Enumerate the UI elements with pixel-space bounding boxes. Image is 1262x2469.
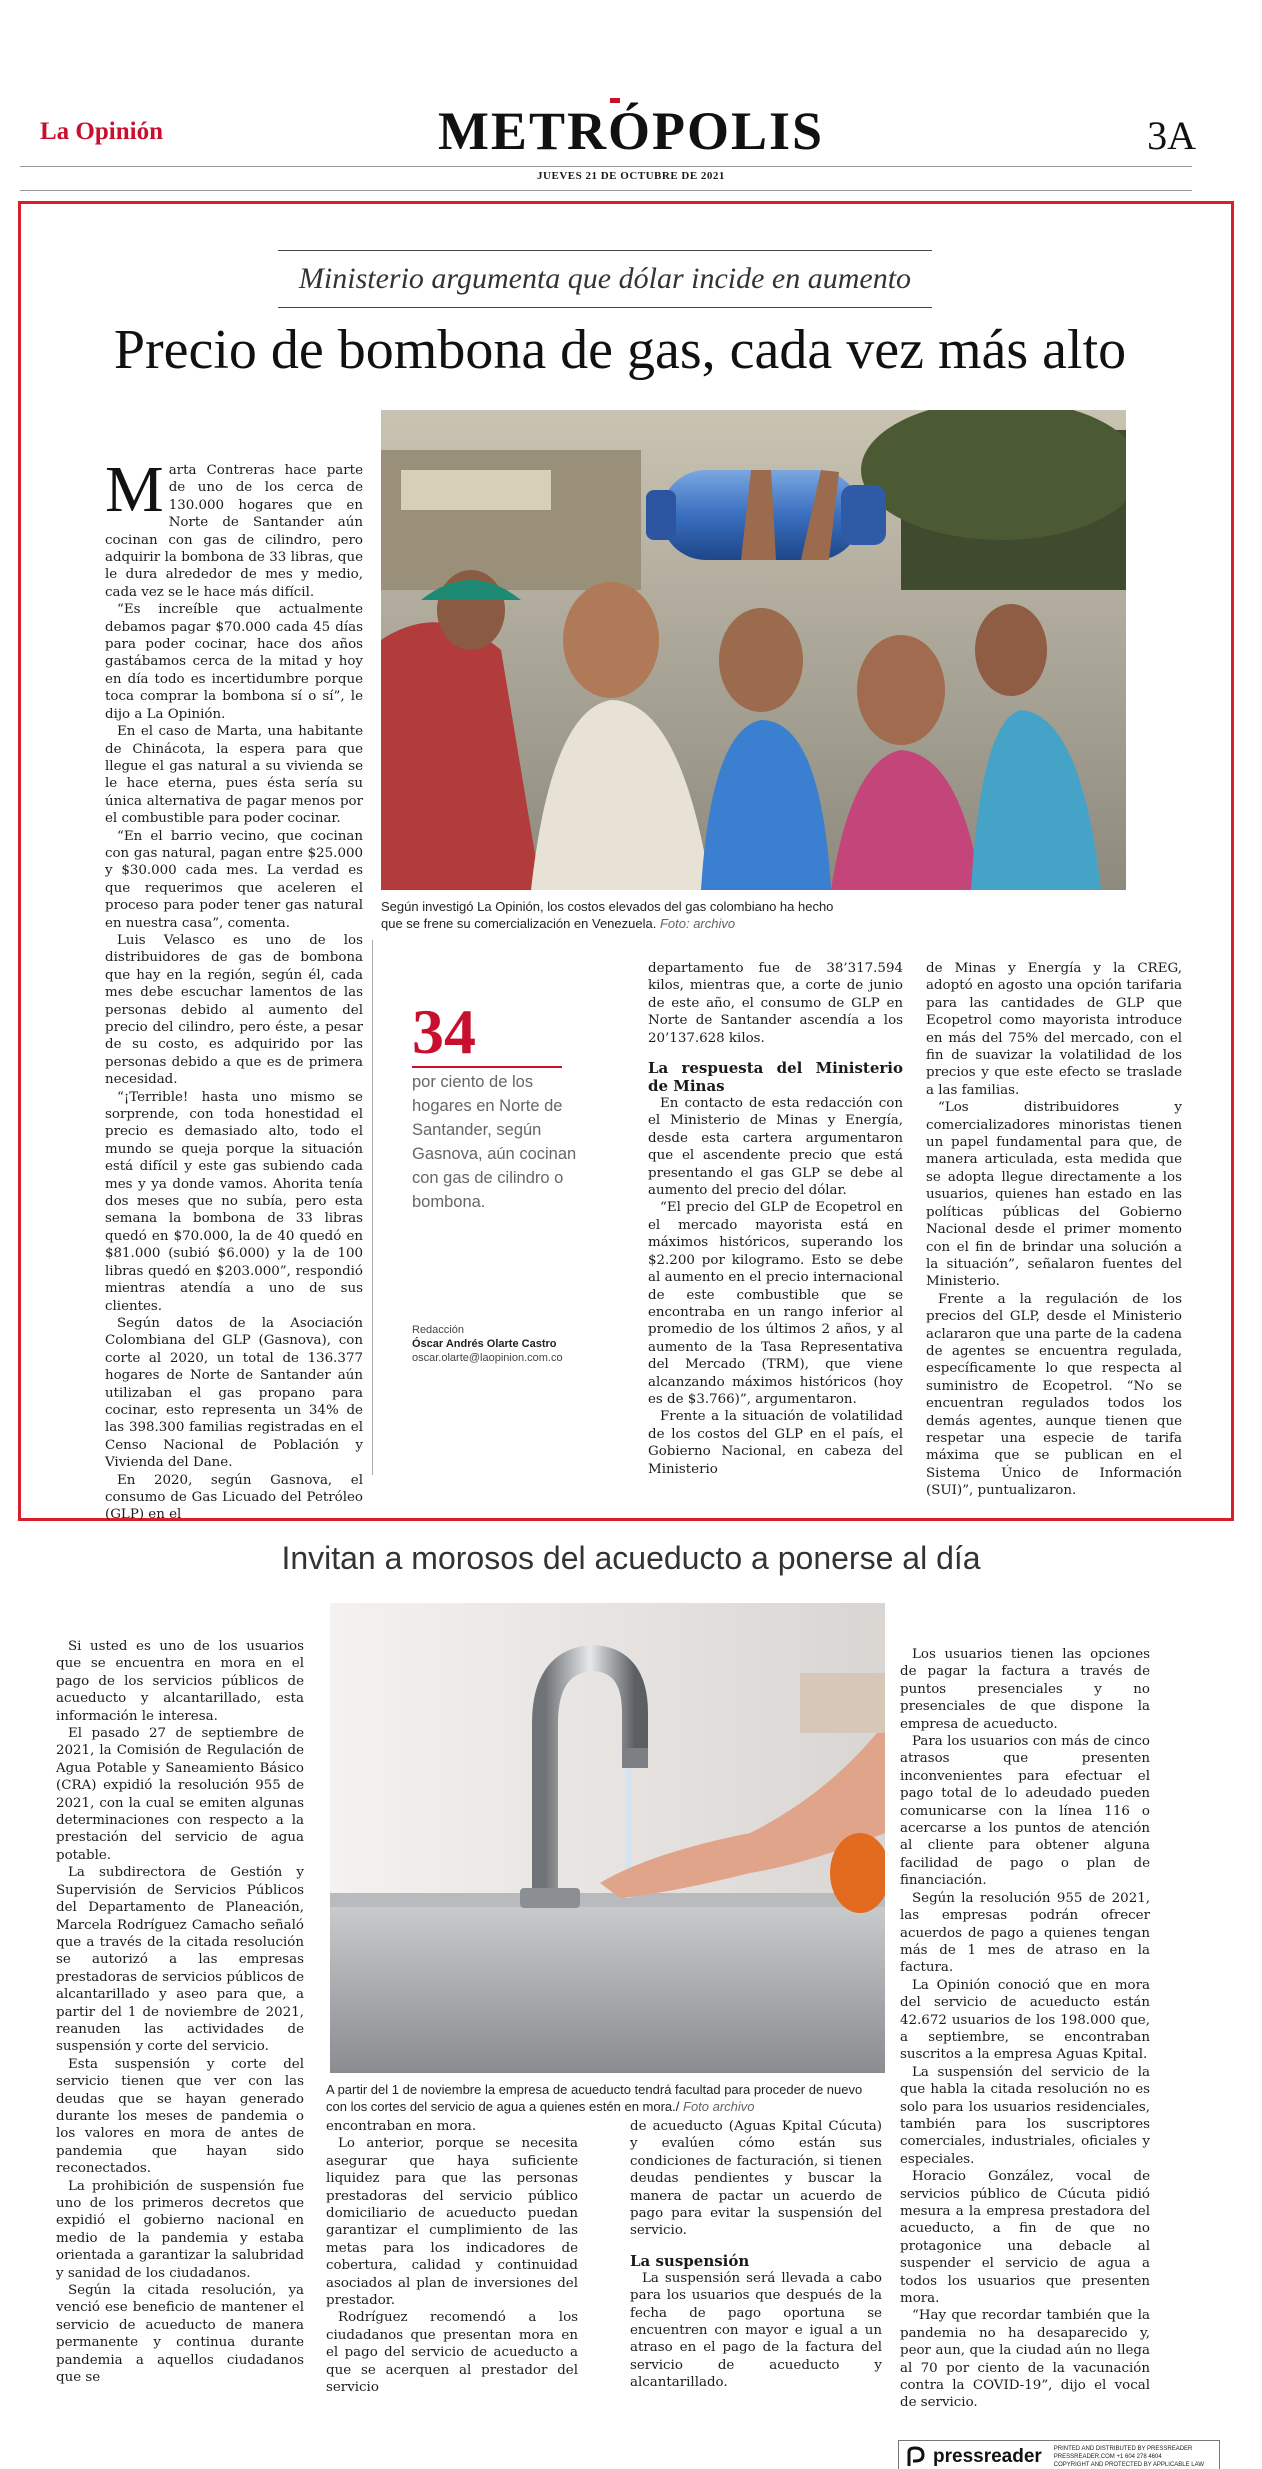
story1-column-4 [926,960,1182,1500]
byline-email: oscar.olarte@laopinion.com.co [412,1352,563,1364]
masthead [0,0,1262,190]
story1-photo-caption [381,898,841,932]
story2-paragraph: La suspensión será llevada a cabo para los usuarios que después de la fecha de pago oportuna se encuentren con mayor e igual a un atraso en el pago de la factura del servicio de acueducto y alcantarillado. [630,2270,882,2391]
column-divider [372,940,373,1475]
faucet-photo [330,1603,885,2073]
story2-photo [330,1603,885,2073]
story1-paragraph: Según datos de la Asociación Colombiana del GLP (Gasnova), con corte al 2020, un total de 136.377 hogares de Norte de Santander aún utilizaban el gas propano para cocinar, esto representa un 34% de las 398.300 familias registradas en el Censo Nacional de Población y Vivienda del Dane. [105,1315,363,1471]
story1-paragraph: Frente a la regulación de los precios del GLP, desde el Ministerio aclararon que una parte de la cadena de agentes se encuentra regulada, específicamente lo que respecta al suministro de Ecopetrol. “No se encuentran regulados todos los demás agentes, aunque tienen que respetar una especie de tarifa máxima que se publican en el Sistema Único de Información (SUI)”, puntualizaron. [926,1291,1182,1499]
pressreader-badge[interactable] [898,2440,1220,2469]
story2-paragraph: “Hay que recordar también que la pandemia no ha desaparecido y, peor aun, que la ciudad aún no llega al 70 por ciento de la vacunación contra la COVID-19”, dijo el vocal de servicio. [900,2308,1150,2411]
story1-subhead: La respuesta del Ministerio de Minas [648,1059,903,1096]
newspaper-brand: La Opinión [40,118,163,145]
pressreader-line3: COPYRIGHT AND PROTECTED BY APPLICABLE LAW [1053,2462,1205,2468]
story2-subhead: La suspensión [630,2251,750,2270]
story2-paragraph: encontraban en mora. [326,2119,477,2134]
story2-column-3 [630,2118,882,2392]
story2-paragraph: Los usuarios tienen las opciones de pagar la factura a través de puntos presenciales y no presenciales de que dispone la empresa de acueducto. [900,1647,1150,1732]
story1-photo [381,410,1126,890]
story2-paragraph: Horacio González, vocal de servicios público de Cúcuta pidió mesura a la empresa prestadora del acueducto, a fin de que no protagonice una debacle al suspender el servicio de agua a todos los usuarios que presenten mora. [900,2169,1150,2307]
story1-photo-credit: Foto: archivo [659,916,736,931]
story2-photo-credit: Foto archivo [683,2099,755,2114]
dateline [0,164,1262,183]
gas-protest-photo [381,410,1126,890]
story2-paragraph: La prohibición de suspensión fue uno de los primeros decretos que expidió el gobierno nacional en medio de la pandemia y estaba orientada a garantizar la salubridad y sanidad de los ciudadanos. [56,2178,304,2281]
story1-paragraph: En 2020, según Gasnova, el consumo de Gas Licuado del Petróleo (GLP) en el [105,1472,363,1523]
story1-paragraph: de Minas y Energía y la CREG, adoptó en agosto una opción tarifaria para las cantidades de GLP que Ecopetrol como mayorista introduce en más del 75% del mercado, con el fin de suavizar la volatilidad de los precios y que este efecto se traslade a las familias. [926,961,1182,1098]
story2-photo-caption [326,2081,886,2115]
story2-headline: Invitan a morosos del acueducto a ponerse al día [281,1540,981,1576]
pressreader-notice [1054,2445,1204,2469]
story2-paragraph: Según la resolución 955 de 2021, las empresas podrán ofrecer acuerdos de pago a quienes tengan más de 1 mes de atraso en la factura. [900,1890,1150,1976]
byline-label: Redacción [412,1324,464,1336]
story2-paragraph: de acueducto (Aguas Kpital Cúcuta) y evalúen cómo están sus condiciones de facturación, si tienen deudas pendientes y buscar la manera de pactar un acuerdo de pago para evitar la suspensión del servicio. [630,2119,882,2239]
story1-paragraph: “Es increíble que actualmente debamos pagar $70.000 cada 45 días para poder cocinar, hace dos años gastábamos cerca de la mitad y hoy en día todo es incertidumbre porque toca comprar la bombona sí o sí”, le dijo a La Opinión. [105,602,363,722]
pressreader-icon [905,2446,927,2468]
story2-paragraph: Lo anterior, porque se necesita asegurar que haya suficiente liquidez para que las personas prestadoras del servicio público domiciliario de acueducto puedan garantizar el cumplimiento de las metas para los indicadores de cobertura, calidad y continuidad asociados al plan de inversiones del prestador. [326,2136,578,2309]
byline [412,1323,602,1365]
story2-caption-text: A partir del 1 de noviembre la empresa de acueducto tendrá facultad para proceder de nuevo con los cortes del servicio de agua a quienes estén en mora./ [326,2082,863,2114]
page-number: 3A [1147,113,1196,158]
story2-paragraph: La suspensión del servicio de la que habla la citada resolución no es solo para los usuarios residenciales, también para los suscriptores comerciales, industriales, oficiales y especiales. [900,2064,1150,2167]
story1-caption-text: Según investigó La Opinión, los costos elevados del gas colombiano ha hecho que se frene su comercialización en Venezuela. [381,899,834,931]
story2-paragraph: Si usted es uno de los usuarios que se encuentra en mora en el pago de los servicios públicos de acueducto y alcantarillado, esta información le interesa. [56,1639,304,1724]
dropcap-letter: M [105,453,164,526]
story2-column-4 [900,1646,1150,2412]
story1-column-1 [105,453,363,1524]
story2-paragraph: La Opinión conoció que en mora del servicio de acueducto están 42.672 usuarios de los 198.000 que, a septiembre, se encontraban suscritos a la empresa Aguas Kpital. [900,1977,1150,2063]
story1-column-3 [648,960,903,1478]
story1-lead-paragraph [105,453,363,601]
story1-kicker: Ministerio argumenta que dólar incide en aumento [298,262,912,295]
story1-paragraph: Luis Velasco es uno de los distribuidores de gas de bombona que hay en la región, según él, cada mes debe escuchar lamentos de las personas debido al aumento del precio del cilindro, pero éste, a pesar de su costo, es adquirido por las personas debido a que es de primera necesidad. [105,932,363,1088]
story2-paragraph: Según la citada resolución, ya venció ese beneficio de mantener el servicio de acueducto de manera permanente y continua durante pandemia a aquellos ciudadanos que se [56,2283,304,2386]
byline-name: Óscar Andrés Olarte Castro [412,1338,557,1350]
story2-paragraph: El pasado 27 de septiembre de 2021, la Comisión de Regulación de Agua Potable y Saneamiento Básico (CRA) expidió la resolución 955 de 2021, con la cual se emiten algunas determinaciones con respecto a la prestación del servicio de agua potable. [56,1726,304,1863]
story2-paragraph: Esta suspensión y corte del servicio tienen que ver con las deudas que se hayan generado durante los meses de pandemia o los valores en mora de antes de pandemia que hayan sido reconectados. [56,2056,304,2177]
story2-column-2 [326,2118,578,2397]
story2-paragraph: La subdirectora de Gestión y Supervisión de Servicios Públicos del Departamento de Planeación, Marcela Rodríguez Camacho señaló que a través de la citada resolución se autorizó a las empresas prestadoras de servicios públicos de alcantarillado y aseo para que, a partir del 1 de noviembre de 2021, reanuden las actividades de suspensión y corte del servicio. [56,1865,304,2055]
story1-paragraph: “En el barrio vecino, que cocinan con gas natural, pagan entre $25.000 y $30.000 cada mes. La verdad es que requerimos que aceleren el proceso para poder tener gas natural en nuestra casa”, comenta. [105,828,363,931]
story1-paragraph: “El precio del GLP de Ecopetrol en el mercado mayorista está en máximos históricos, superando los $2.200 por kilogramo. Esto se debe al aumento en el precio internacional de este combustible que se encontraba en un rango inferior al promedio de los últimos 2 años, y al aumento de la Tasa Representativa del Mercado (TRM), que viene alcanzando máximos históricos (hoy es de $3.766)”, argumentaron. [648,1200,903,1407]
stat-underline [412,1066,562,1068]
story2-paragraph: Rodríguez recomendó a los ciudadanos que presentan mora en el pago del servicio de acueducto a que se acerquen al prestador del servicio [326,2310,578,2396]
story1-paragraph: departamento fue de 38’317.594 kilos, mientras que, a corte de junio de este año, el consumo de GLP en Norte de Santander ascendía a los 20’137.628 kilos. [648,961,903,1046]
story1-paragraph: “Los distribuidores y comercializadores minoristas tienen un papel fundamental para que, de manera articulada, esta medida que se adopta llegue directamente a los usuarios, quienes han estado en las políticas públicas del Gobierno Nacional desde el primer momento con el fin de brindar una solución a la situación”, señalaron fuentes del Ministerio. [926,1100,1182,1290]
stat-text: por ciento de los hogares en Norte de Santander, según Gasnova, aún cocinan con gas de cilindro o bombona. [412,1073,577,1211]
story1-paragraph: Frente a la situación de volatilidad de los costos del GLP en el país, el Gobierno Nacional, en cabeza del Ministerio [648,1409,903,1477]
date-text: JUEVES 21 DE OCTUBRE DE 2021 [527,170,735,182]
stat-number: 34 [412,996,476,1067]
pressreader-name: pressreader [933,2446,1042,2467]
masthead-rule-bottom [20,190,1192,191]
story1-headline: Precio de bombona de gas, cada vez más alto [113,319,1127,381]
pressreader-line1: PRINTED AND DISTRIBUTED BY PRESSREADER [1053,2446,1193,2452]
story2-column-1 [56,1638,304,2386]
story1-kicker-box [278,250,932,308]
section-title: METRÓPOLIS [437,101,825,161]
pressreader-line2: PRESSREADER.COM +1 604 278 4604 [1053,2454,1162,2460]
story2-paragraph: Para los usuarios con más de cinco atrasos que presenten inconvenientes para efectuar el pago total de lo adeudado pueden comunicarse con la línea 116 o acercarse a los puntos de atención al cliente para obtener alguna facilidad de pago o plan de financiación. [900,1734,1150,1889]
story1-paragraph: “¡Terrible! hasta uno mismo se sorprende, con toda honestidad el precio es demasiado alto, todo el mundo se queja porque la situación está difícil y este gas subiendo cada mes y ya donde vamos. Ahorita tenía dos meses que no subía, pero esta semana la bombona de 33 libras quedó en $70.000, la de 40 quedó en $81.000 (subió $6.000) y la de 100 libras quedó en $203.000”, respondió mientras atendía a uno de sus clientes. [105,1089,363,1314]
story1-lead-text: arta Contreras hace parte de uno de los cerca de 130.000 hogares que en Norte de Santander aún cocinan con gas de cilindro, pero adquirir la bombona de 33 libras, que le dura alrededor de mes y medio, cada vez se le hace más difícil. [105,463,363,600]
story1-paragraph: En contacto de esta redacción con el Ministerio de Minas y Energía, desde esta cartera argumentaron que el ascendente precio que está presentando el gas GLP se debe al aumento del precio del dólar. [648,1096,903,1199]
story1-paragraph: En el caso de Marta, una habitante de Chinácota, la espera para que llegue el gas natural a su vivienda se le hace eterna, pues ésta sería su única alternativa de pagar menos por el combustible para poder cocinar. [105,724,363,827]
